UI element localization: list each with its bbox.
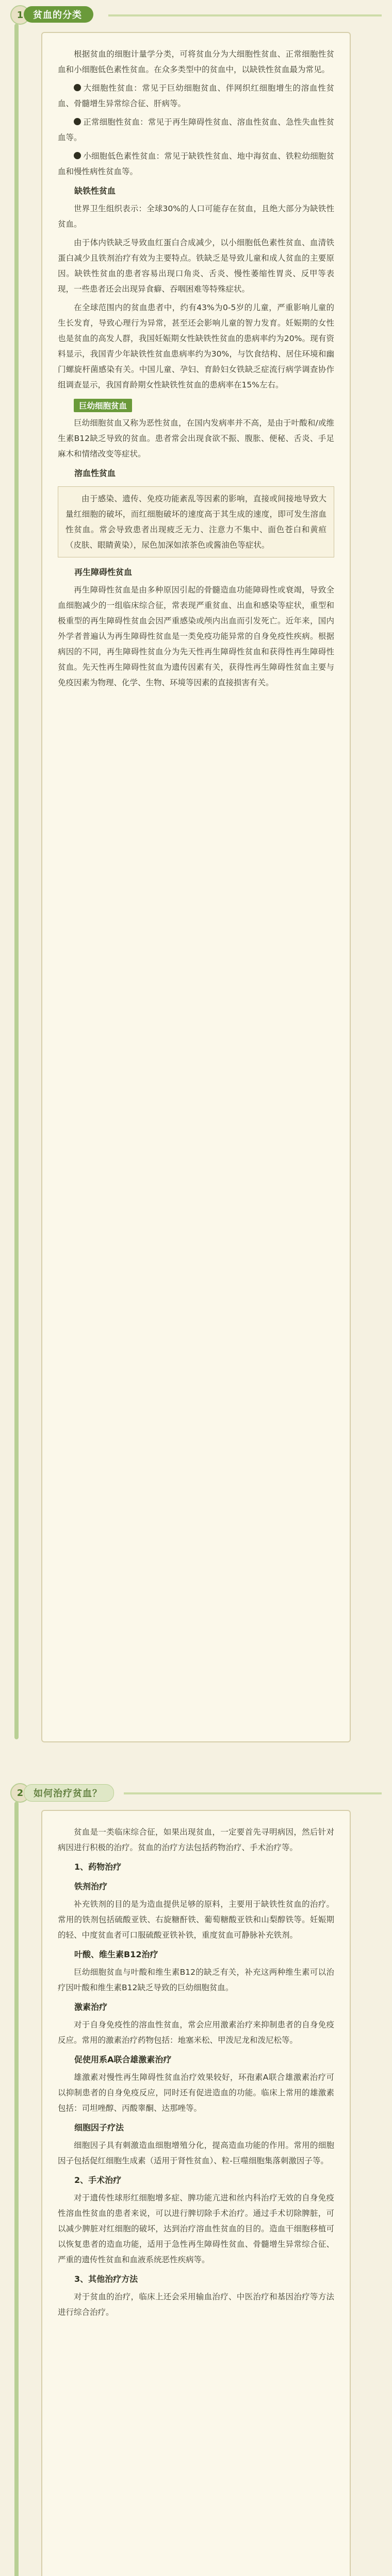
bullet-icon [74, 118, 81, 125]
content-card [41, 32, 351, 1742]
paragraph: 雄激素对慢性再生障碍性贫血治疗效果较好，环孢素A联合雄激素治疗可以抑制患者的自身免疫反应，同时还有促进造血的功能。临床上常用的雄激素包括：司坦唑醇、丙酸睾酮、达那唑等。 [58, 2073, 334, 2113]
paragraph: 由于感染、遗传、免疫功能紊乱等因素的影响，直接或间接地导致大量红细胞的破坏，而红细胞破坏的速度高于其生成的速度，即可发生溶血性贫血。常会导致患者出现疲乏无力、注意力不集中、面色苍白和黄疸（皮肤、眼睛黄染），尿色加深如浓茶色或酱油色等症状。 [66, 494, 326, 550]
content-card [41, 1810, 351, 2576]
bullet-text: 小细胞低色素性贫血：常见于缺铁性贫血、地中海贫血、铁粒幼细胞贫血和慢性病性贫血等。 [58, 151, 334, 176]
heading-drug-therapy: 1、药物治疗 [74, 1862, 122, 1872]
bullet-icon [74, 84, 81, 91]
section-number-badge: 2 [10, 1783, 30, 1803]
paragraph: 对于自身免疫性的溶血性贫血，常会应用激素治疗来抑制患者的自身免疫反应。常用的激素治疗药物包括：地塞米松、甲泼尼龙和泼尼松等。 [58, 2020, 334, 2045]
paragraph: 对于遗传性球形红细胞增多症、脾功能亢进和丝内科治疗无效的自身免疫性溶血性贫血的患者来说，可以进行脾切除手术治疗。通过手术切除脾脏，可以减少脾脏对红细胞的破坏，达到治疗溶血性贫血的目的。造血干细胞移植可以恢复患者的造血功能，适用于急性再生障碍性贫血、骨髓增生异常综合征、严重的遗传性贫血和血液系统恶性疾病等。 [58, 2193, 334, 2264]
intro-paragraph: 贫血是一类临床综合征，如果出现贫血，一定要首先寻明病因，然后针对病因进行积极的治疗。贫血的治疗方法包括药物治疗、手术治疗等。 [58, 1827, 334, 1852]
section-title: 如何治疗贫血？ [24, 1784, 114, 1802]
bullet-normocytic [58, 114, 334, 145]
bullet-microcytic [58, 148, 334, 179]
paragraph: 在全球范围内的贫血患者中，约有43%为0-5岁的儿童，严重影响儿童的生长发育，导致心理行为异常，甚至还会影响儿童的智力发育。妊娠期的女性也是贫血的高发人群，我国妊娠期女性缺铁性贫血的患病率约为20%。现有资料显示，我国青少年缺铁性贫血患病率约为30%，与饮食结构、居住环境和幽门螺旋杆菌感染有关。中国儿童、孕妇、育龄妇女铁缺乏症流行病学调查协作组调查显示，我国育龄期女性缺铁性贫血的患病率在15%左右。 [58, 303, 334, 389]
heading-folate-b12: 叶酸、维生素B12治疗 [74, 1950, 158, 1959]
paragraph: 世界卫生组织表示：全球30%的人口可能存在贫血，且绝大部分为缺铁性贫血。 [58, 204, 334, 229]
intro-paragraph: 根据贫血的细胞计量学分类，可将贫血分为大细胞性贫血、正常细胞性贫血和小细胞低色素性贫血。在众多类型中的贫血中，以缺铁性贫血最为常见。 [58, 49, 334, 74]
heading-iron-therapy: 铁剂治疗 [74, 1882, 108, 1891]
heading-megaloblastic: 巨幼细胞贫血 [74, 399, 132, 412]
section-header [10, 2, 382, 31]
heading-other-therapy: 3、其他治疗方法 [74, 2274, 138, 2284]
timeline-rail [14, 1802, 19, 2576]
section-title: 贫血的分类 [24, 6, 93, 23]
heading-surgery: 2、手术治疗 [74, 2175, 122, 2185]
paragraph: 对于贫血的治疗，临床上还会采用输血治疗、中医治疗和基因治疗等方法进行综合治疗。 [58, 2292, 334, 2317]
heading-iron-deficiency: 缺铁性贫血 [74, 186, 116, 196]
heading-aplastic: 再生障碍性贫血 [74, 567, 133, 577]
bullet-text: 正常细胞性贫血：常见于再生障碍性贫血、溶血性贫血、急性失血性贫血等。 [58, 117, 334, 142]
section-number-badge: 1 [10, 5, 30, 25]
paragraph: 由于体内铁缺乏导致血红蛋白合成减少，以小细胞低色素性贫血、血清铁蛋白减少且铁剂治疗有效为主要特点。铁缺乏是导致儿童和成人贫血的主要原因。缺铁性贫血的患者容易出现口角炎、舌炎、慢性萎缩性胃炎、反甲等表现，一些患者还会出现异食癖、吞咽困难等特殊症状。 [58, 238, 334, 294]
heading-cytokine: 细胞因子疗法 [74, 2123, 124, 2132]
paragraph: 细胞因子具有刺激造血细胞增殖分化，提高造血功能的作用。常用的细胞因子包括促红细胞生成素（适用于肾性贫血）、粒-巨噬细胞集落刺激因子等。 [58, 2141, 334, 2165]
paragraph: 巨幼细胞贫血又称为恶性贫血，在国内发病率并不高，是由于叶酸和/或维生素B12缺乏导致的贫血。患者常会出现食欲不振、腹胀、便秘、舌炎、手足麻木和情绪改变等症状。 [58, 418, 334, 459]
paragraph: 再生障碍性贫血是由多种原因引起的骨髓造血功能障碍性或衰竭，导致全血细胞减少的一组临床综合征，常表现严重贫血、出血和感染等症状，重型和极重型的再生障碍性贫血会因严重感染或颅内出血而引发死亡。近年来，国内外学者普遍认为再生障碍性贫血是一类免疫功能异常的自身免疫性疾病。根据病因的不同，再生障碍性贫血分为先天性再生障碍性贫血和获得性再生障碍性贫血。先天性再生障碍性贫血为遗传因素有关，获得性再生障碍性贫血主要与免疫因素为物理、化学、生物、环境等因素的直接损害有关。 [58, 585, 334, 687]
heading-androgen: 促使用系A联合雄激素治疗 [74, 2055, 172, 2064]
section-header [10, 1780, 382, 1809]
paragraph: 补充铁剂的目的是为造血提供足够的原料，主要用于缺铁性贫血的治疗。常用的铁剂包括硫酸亚铁、右旋糖酐铁、葡萄糖酸亚铁和山梨醇铁等。妊娠期的轻、中度贫血者可口服硫酸亚铁补铁，重度贫血可静脉补充铁剂。 [58, 1900, 334, 1940]
heading-hemolytic: 溶血性贫血 [74, 468, 116, 478]
bullet-icon [74, 152, 81, 159]
header-divider [108, 14, 382, 16]
bullet-macrocytic [58, 80, 334, 111]
bullet-text: 大细胞性贫血：常见于巨幼细胞贫血、伴网织红细胞增生的溶血性贫血、骨髓增生异常综合征、肝病等。 [58, 83, 334, 108]
header-divider [124, 1792, 382, 1794]
heading-hormone: 激素治疗 [74, 2002, 108, 2012]
timeline-rail [14, 24, 19, 1739]
paragraph: 巨幼细胞贫血与叶酸和维生素B12的缺乏有关，补充这两种维生素可以治疗因叶酸和维生素B12缺乏导致的巨幼细胞贫血。 [58, 1968, 334, 1992]
boxed-paragraph [58, 486, 334, 557]
